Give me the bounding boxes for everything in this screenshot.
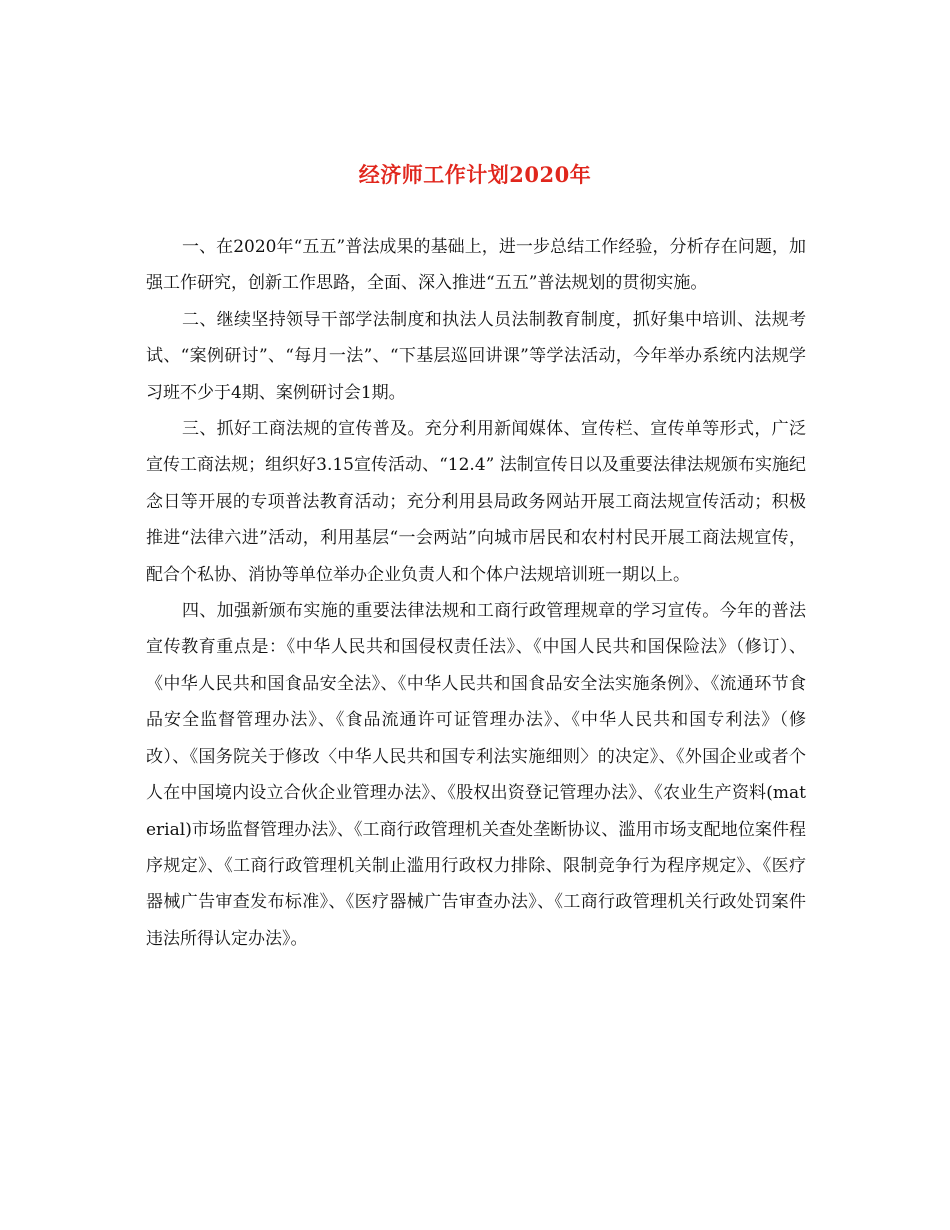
paragraph-4: 四、加强新颁布实施的重要法律法规和工商行政管理规章的学习宣传。今年的普法宣传教育重点是：《中华人民共和国侵权责任法》、《中国人民共和国保险法》（修订）、《中华人民共和国食品安全法》、《中华人民共和国食品安全法实施条例》、《流通环节食品安全监督管理办法》、《食品流通许可证管理办法》、《中华人民共和国专利法》（修改）、《国务院关于修改〈中华人民共和国专利法实施细则〉的决定》、《外国企业或者个人在中国境内设立合伙企业管理办法》、《股权出资登记管理办法》、《农业生产资料(material)市场监督管理办法》、《工商行政管理机关查处垄断协议、滥用市场支配地位案件程序规定》、《工商行政管理机关制止滥用行政权力排除、限制竞争行为程序规定》、《医疗器械广告审查发布标准》、《医疗器械广告审查办法》、《工商行政管理机关行政处罚案件违法所得认定办法》。: [146, 601, 806, 949]
document-title: 经济师工作计划2020年: [358, 162, 592, 188]
paragraph-2: 二、继续坚持领导干部学法制度和执法人员法制教育制度，抓好集中培训、法规考试、“案例研讨”、“每月一法”、“下基层巡回讲课”等学法活动，今年举办系统内法规学习班不少于4期、案例研讨会1期。: [146, 309, 806, 403]
document-body: [146, 229, 806, 957]
paragraph-3: 三、抓好工商法规的宣传普及。充分利用新闻媒体、宣传栏、宣传单等形式，广泛宣传工商法规；组织好3.15宣传活动、“12.4” 法制宣传日以及重要法律法规颁布实施纪念日等开展的专项普法教育活动；充分利用县局政务网站开展工商法规宣传活动；积极推进“法律六进”活动，利用基层“一会两站”向城市居民和农村村民开展工商法规宣传，配合个私协、消协等单位举办企业负责人和个体户法规培训班一期以上。: [146, 419, 806, 585]
paragraph-1: 一、在2020年“五五”普法成果的基础上，进一步总结工作经验，分析存在问题，加强工作研究，创新工作思路，全面、深入推进“五五”普法规划的贯彻实施。: [146, 237, 806, 294]
